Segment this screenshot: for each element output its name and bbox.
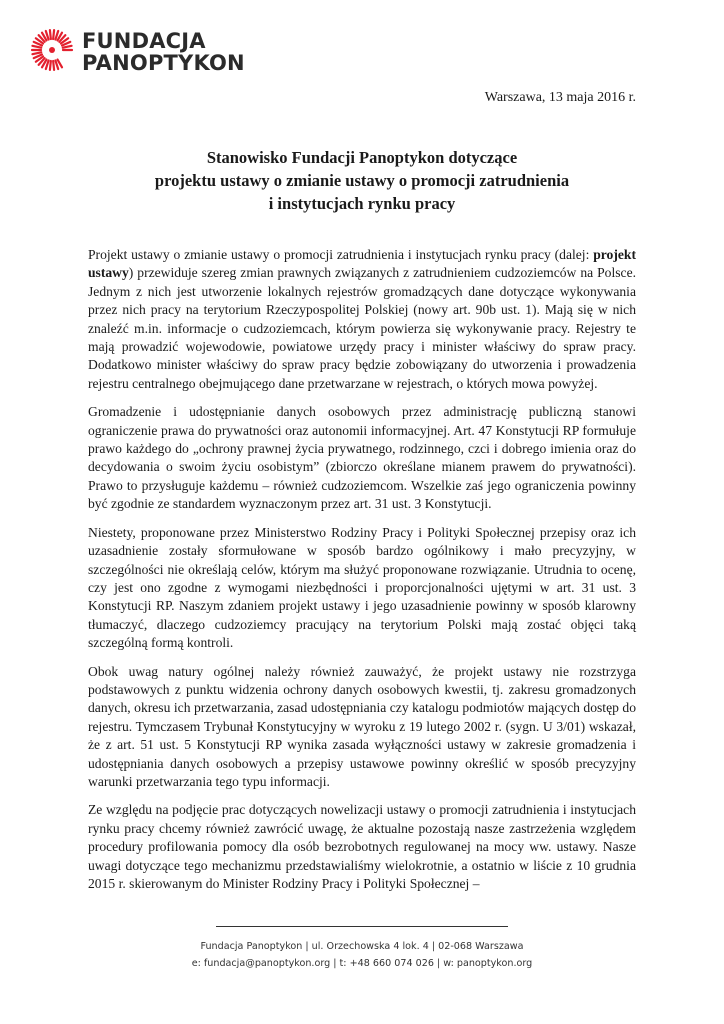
logo-ray	[50, 30, 51, 39]
panopticon-ring-icon	[28, 22, 76, 78]
paragraph-1	[88, 246, 636, 393]
logo-ray	[32, 52, 41, 54]
footer-contact: e: fundacja@panoptykon.org | t: +48 660 074 026 | w: panoptykon.org	[191, 958, 533, 969]
title-line-1: Stanowisko Fundacji Panoptykon dotyczące	[206, 148, 518, 167]
footer-address: Fundacja Panoptykon | ul. Orzechowska 4 lok. 4 | 02-068 Warszawa	[200, 941, 524, 952]
title-line-3: i instytucjach rynku pracy	[268, 194, 456, 213]
paragraph-5: Ze względu na podjęcie prac dotyczących nowelizacji ustawy o promocji zatrudnienia i instytucjach rynku pracy chcemy również zawrócić uwagę, że aktualne pozostają nasze zastrzeżenia względem procedury profilowania pomocy dla osób bezrobotnych regulowanej na mocy ww. ustawy. Nasze uwagi dotyczące tego mechanizmu przedstawialiśmy wielokrotnie, a ostatnio w liście z 10 grudnia 2015 r. skierowanym do Minister Rodziny Pracy i Polityki Społecznej –	[88, 802, 636, 891]
logo-ray	[32, 46, 41, 48]
paragraph-3: Niestety, proponowane przez Ministerstwo Rodziny Pracy i Polityki Społecznej przepisy oraz ich uzasadnienie zostały sformułowane w sposób bardzo ogólnikowy i mało precyzyjny, w szczególności nie określają celów, którym ma służyć proponowane rozwiązanie. Utrudnia to ocenę, czy jest ono zgodne z wymogami niezbędności i proporcjonalności ujętymi w art. 31 ust. 3 Konstytucji RP. Naszym zdaniem projekt ustawy i jego uzasadnienie powinny w sposób klarowny tłumaczyć, dlaczego cudzoziemcy pracujący na terytorium Polski mają zostać objęci taką szczególną formą kontroli.	[88, 524, 636, 651]
logo-ray	[63, 46, 72, 48]
title-line-2: projektu ustawy o zmianie ustawy o promocji zatrudnienia	[154, 171, 570, 190]
logo-line-2: PANOPTYKON	[82, 51, 245, 75]
logo-ray	[53, 30, 54, 39]
organization-logo	[28, 22, 245, 82]
logo-wordmark	[82, 30, 245, 74]
logo-ray	[50, 61, 51, 70]
paragraph-1-part-a: Projekt ustawy o zmianie ustawy o promocji zatrudnienia i instytucjach rynku pracy (dalej:	[88, 247, 594, 262]
footer-divider	[216, 926, 508, 927]
logo-line-1: FUNDACJA	[82, 29, 206, 53]
paragraph-1-part-c: ) przewiduje szereg zmian prawnych związanych z zatrudnieniem cudzoziemców na Polsce. Jednym z nich jest utworzenie lokalnych rejestrów gromadzących dane dotyczące wykonywania przez nich pracy na terytorium Rzeczypospolitej Polskiej (nowy art. 90b ust. 1). Mają się w nich znaleźć m.in. informacje o cudzoziemcach, którym powierza się wykonywanie pracy. Rejestry te mają prowadzić wojewodowie, powiatowe urzędy pracy i minister właściwy do spraw pracy. Dodatkowo minister właściwy do spraw pracy będzie zobowiązany do utworzenia i prowadzenia rejestru centralnego obejmującego dane przetwarzane w rejestrach, o których mowa powyżej.	[88, 265, 636, 391]
document-title	[88, 146, 636, 215]
footer	[0, 938, 724, 972]
paragraph-4: Obok uwag natury ogólnej należy również zauważyć, że projekt ustawy nie rozstrzyga podstawowych z punktu widzenia ochrony danych osobowych kwestii, tj. zakresu gromadzonych danych, okresu ich przetwarzania, zasad udostępniania czy katalogu podmiotów mających dostęp do rejestru. Tymczasem Trybunał Konstytucyjny w wyroku z 19 lutego 2002 r. (sygn. U 3/01) wskazał, że z art. 51 ust. 5 Konstytucji RP wynika zasada wyłączności ustawy w zakresie gromadzenia i udostępniania danych osobowych a przepisy ustawowe powinny określić w sposób precyzyjny warunki przetwarzania tego typu informacji.	[88, 663, 636, 789]
logo-ray	[53, 61, 54, 70]
document-body	[88, 246, 636, 903]
defined-term-projekt-ustawy: projekt ustawy	[88, 247, 636, 281]
paragraph-2: Gromadzenie i udostępnianie danych osobowych przez administrację publiczną stanowi ograniczenie prawa do prywatności oraz autonomii informacyjnej. Art. 47 Konstytucji RP formułuje prawo każdego do „ochrony prawnej życia prywatnego, rodzinnego, czci i dobrego imienia oraz do decydowania o swoim życiu osobistym” (zbiorczo określane mianem prawem do prywatności). Prawo to przysługuje każdemu – również cudzoziemcom. Wszelkie zaś jego ograniczenia powinny być zgodnie ze standardem wyznaczonym przez art. 31 ust. 3 Konstytucji.	[88, 404, 636, 512]
document-date: Warszawa, 13 maja 2016 r.	[484, 90, 636, 105]
